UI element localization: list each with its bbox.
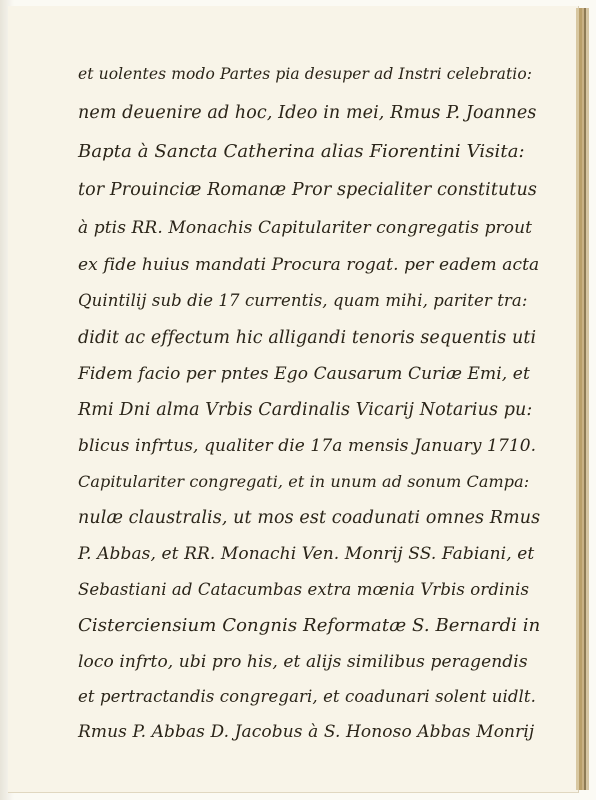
- text-line: à ptis RR. Monachis Capitulariter congregatis prout: [78, 218, 533, 238]
- text-line: et uolentes modo Partes pia desuper ad Instri celebratio:: [78, 65, 533, 83]
- text-line: Fidem facio per pntes Ego Causarum Curiæ Emi, et: [78, 364, 530, 384]
- text-line: ex fide huius mandati Procura rogat. per eadem acta: [78, 255, 540, 275]
- text-line: Quintilij sub die 17 currentis, quam mihi, pariter tra:: [78, 291, 528, 310]
- text-line: loco infrto, ubi pro his, et alijs similibus peragendis: [78, 652, 528, 672]
- text-line: Capitulariter congregati, et in unum ad sonum Campa:: [78, 472, 530, 491]
- text-line: Cisterciensium Congnis Reformatæ S. Bernardi in: [78, 615, 541, 636]
- text-line: P. Abbas, et RR. Monachi Ven. Monrij SS. Fabiani, et: [78, 544, 535, 564]
- text-line: tor Prouinciæ Romanæ Pror specialiter constitutus: [78, 180, 537, 200]
- text-line: didit ac effectum hic alligandi tenoris sequentis uti: [78, 328, 537, 348]
- text-line: nulæ claustralis, ut mos est coadunati omnes Rmus: [78, 508, 541, 528]
- text-line: Rmi Dni alma Vrbis Cardinalis Vicarij Notarius pu:: [78, 400, 533, 420]
- text-line: Rmus P. Abbas D. Jacobus à S. Honoso Abbas Monrij: [78, 722, 535, 742]
- text-line: nem deuenire ad hoc, Ideo in mei, Rmus P. Joannes: [78, 103, 537, 123]
- text-line: Bapta à Sancta Catherina alias Fiorentini Visita:: [78, 141, 525, 162]
- text-line: et pertractandis congregari, et coadunari solent uidlt.: [78, 687, 536, 706]
- text-line: blicus infrtus, qualiter die 17a mensis January 1710.: [78, 436, 537, 456]
- text-line: Sebastiani ad Catacumbas extra mœnia Vrbis ordinis: [78, 580, 530, 599]
